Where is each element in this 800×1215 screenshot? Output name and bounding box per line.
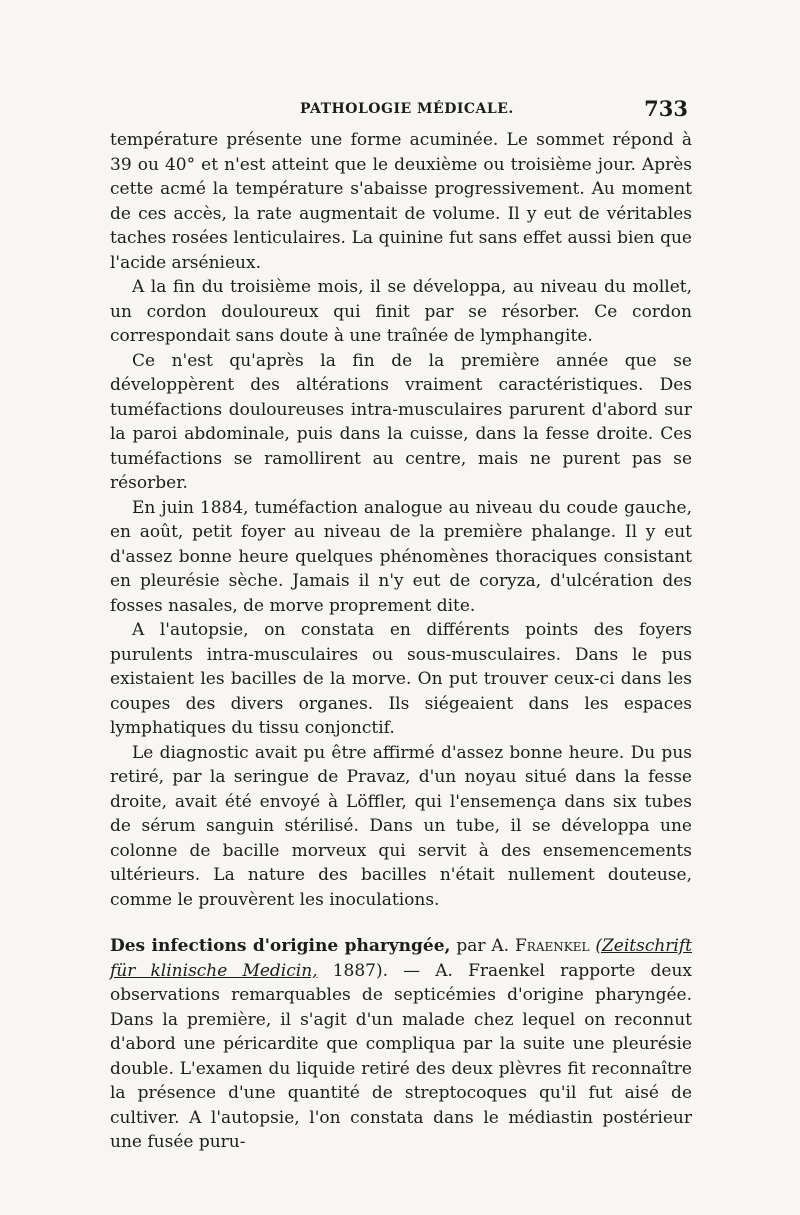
paragraph-continuation: température présente une forme acuminée. Le sommet répond à 39 ou 40° et n'est atteint que le deuxième ou troisième jour. Après cette acmé la température s'abaisse progressivement. Au moment de ces accès, la rate augmentait de volume. Il y eut de véritables taches rosées lenticulaires. La quinine fut sans effet aussi bien que l'acide arsénieux.: [110, 130, 692, 273]
paragraph: Le diagnostic avait pu être affirmé d'assez bonne heure. Du pus retiré, par la seringue de Pravaz, d'un noyau situé dans la fesse droite, avait été envoyé à Löffler, qui l'ensemença dans six tubes de sérum sanguin stérilisé. Dans un tube, il se développa une colonne de bacille morveux qui servit à des ensemencements ultérieurs. La nature des bacilles n'était nullement douteuse, comme le prouvèrent les inoculations.: [110, 742, 692, 910]
article-entry: [110, 934, 692, 1155]
article-journal: (Zeitschrift für klinische Medicin,: [110, 936, 692, 981]
article-year: 1887).: [317, 960, 388, 981]
article-par: par A.: [450, 936, 515, 956]
paragraph: A la fin du troisième mois, il se développa, au niveau du mollet, un cordon douloureux qui finit par se résorber. Ce cordon correspondait sans doute à une traînée de lymphangite.: [110, 277, 692, 346]
article-text: — A. Fraenkel rapporte deux observations remarquables de septicémies d'origine pharyngée. Dans la première, il s'agit d'un malade chez lequel on reconnut d'abord une péricardite que compliqua par la suite une pleurésie double. L'examen du liquide retiré des deux plèvres fit reconnaître la présence d'une quantité de streptocoques qu'il fut aisé de cultiver. A l'autopsie, l'on constata dans le médiastin postérieur une fusée puru-: [110, 960, 692, 1152]
article-title: Des infections d'origine pharyngée,: [110, 936, 451, 956]
running-head: PATHOLOGIE MÉDICALE.: [300, 101, 514, 117]
paragraph: A l'autopsie, on constata en différents points des foyers purulents intra-musculaires ou sous-musculaires. Dans le pus existaient les bacilles de la morve. On put trouver ceux-ci dans les coupes des divers organes. Ils siégeaient dans les espaces lymphatiques du tissu conjonctif.: [110, 620, 692, 738]
page-header: [110, 96, 688, 124]
article-author: Fraenkel: [514, 936, 590, 956]
body-text: [110, 128, 692, 1155]
paragraph: Ce n'est qu'après la fin de la première année que se développèrent des altérations vraiment caractéristiques. Des tuméfactions douloureuses intra-musculaires parurent d'abord sur la paroi abdominale, puis dans la cuisse, dans la fesse droite. Ces tuméfactions se ramollirent au centre, mais ne purent pas se résorber.: [110, 350, 692, 493]
paragraph: En juin 1884, tuméfaction analogue au niveau du coude gauche, en août, petit foyer au niveau de la première phalange. Il y eut d'assez bonne heure quelques phénomènes thoraciques consistant en pleurésie sèche. Jamais il n'y eut de coryza, d'ulcération des fosses nasales, de morve proprement dite.: [110, 497, 692, 616]
page-number: 733: [644, 96, 688, 121]
